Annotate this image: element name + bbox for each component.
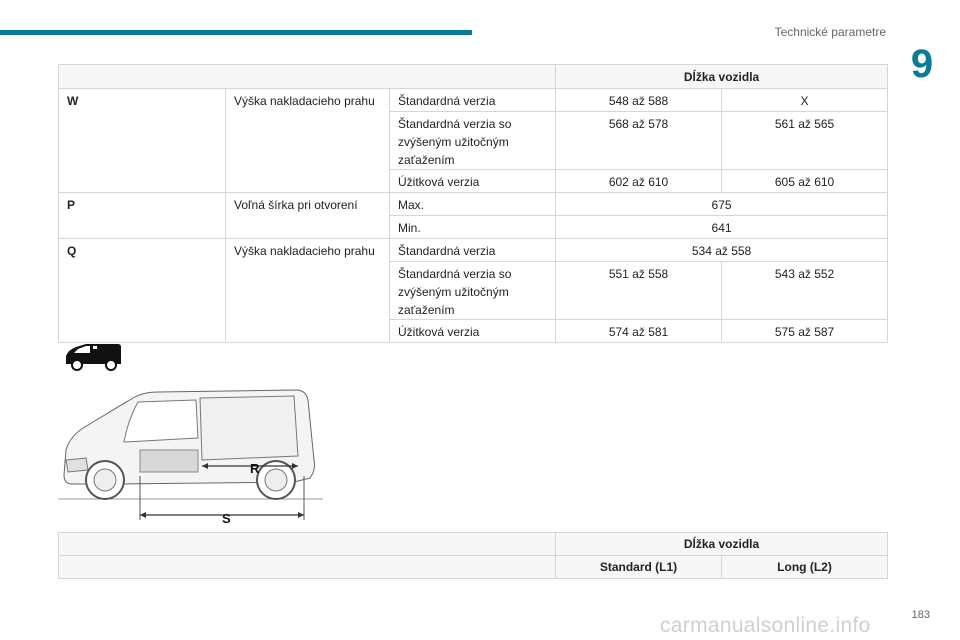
- value-l2: 605 až 610: [722, 170, 888, 193]
- watermark: carmanualsonline.info: [660, 614, 871, 637]
- long-l2-header: Long (L2): [722, 556, 888, 579]
- variant-name: Štandardná verzia: [390, 89, 556, 112]
- dimension-label-r: R: [250, 461, 260, 476]
- vehicle-length-header: Dĺžka vozidla: [556, 533, 888, 556]
- value-l1: 551 až 558: [556, 262, 722, 320]
- dimension-code-p: P: [59, 193, 226, 239]
- length-table: [58, 532, 888, 579]
- variant-name: Úžitková verzia: [390, 320, 556, 343]
- dimension-label: Voľná šírka pri otvorení: [226, 193, 390, 239]
- value-l2: X: [722, 89, 888, 112]
- dimension-label-s: S: [222, 511, 231, 525]
- table-row: [59, 89, 888, 112]
- van-pictogram-icon: [64, 342, 122, 372]
- value-shared: 641: [556, 216, 888, 239]
- variant-name: Štandardná verzia: [390, 239, 556, 262]
- value-shared: 534 až 558: [556, 239, 888, 262]
- value-l2: 561 až 565: [722, 112, 888, 170]
- value-l2: 575 až 587: [722, 320, 888, 343]
- van-side-drawing: [58, 380, 323, 525]
- page-number: 183: [911, 609, 930, 621]
- value-l2: 543 až 552: [722, 262, 888, 320]
- dimension-code-w: W: [59, 89, 226, 193]
- top-accent-bar: [0, 30, 472, 35]
- variant-name: Štandardná verzia so zvýšeným užitočným zaťažením: [390, 262, 556, 320]
- value-l1: 574 až 581: [556, 320, 722, 343]
- table-header-row: [59, 556, 888, 579]
- table-row: [59, 193, 888, 216]
- variant-name: Úžitková verzia: [390, 170, 556, 193]
- value-l1: 568 až 578: [556, 112, 722, 170]
- value-shared: 675: [556, 193, 888, 216]
- variant-name: Štandardná verzia so zvýšeným užitočným zaťažením: [390, 112, 556, 170]
- section-title: Technické parametre: [774, 25, 886, 39]
- table-header-row: [59, 65, 888, 89]
- value-l1: 602 až 610: [556, 170, 722, 193]
- table-row: [59, 239, 888, 262]
- dimensions-table: [58, 64, 888, 343]
- variant-name: Max.: [390, 193, 556, 216]
- standard-l1-header: Standard (L1): [556, 556, 722, 579]
- value-l1: 548 až 588: [556, 89, 722, 112]
- vehicle-length-header: Dĺžka vozidla: [556, 65, 888, 89]
- table-header-row: [59, 533, 888, 556]
- dimension-label: Výška nakladacieho prahu: [226, 239, 390, 343]
- variant-name: Min.: [390, 216, 556, 239]
- dimension-code-q: Q: [59, 239, 226, 343]
- dimension-label: Výška nakladacieho prahu: [226, 89, 390, 193]
- chapter-number: 9: [910, 42, 934, 86]
